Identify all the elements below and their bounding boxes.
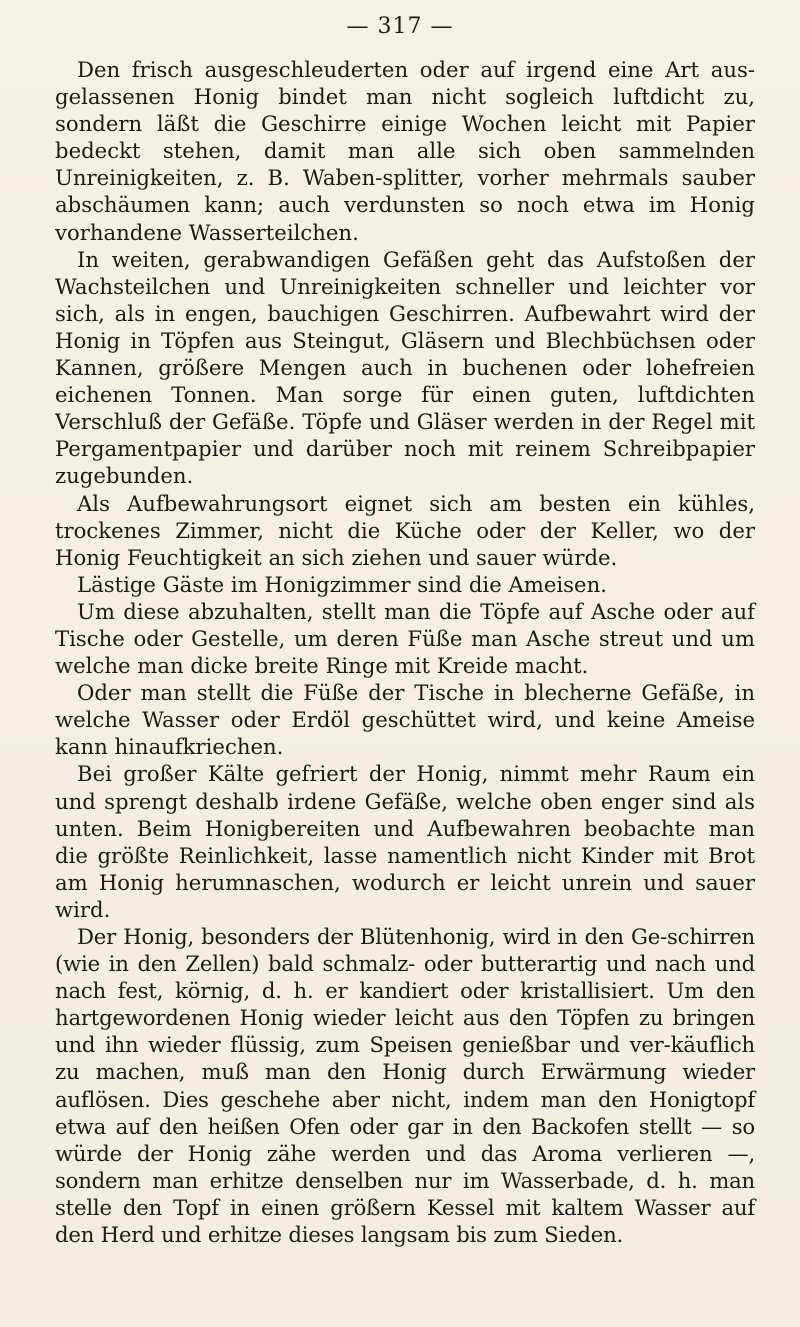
- paragraph-cold-cleanliness: Bei großer Kälte gefriert der Honig, nimmt mehr Raum ein und sprengt deshalb irdene Gefäße, welche oben enger sind als unten. Beim Honigbereiten und Aufbewahren beobachte man die größte Reinlichkeit, lasse namentlich nicht Kinder mit Brot am Honig herumnaschen, wodurch er leicht unrein und sauer wird.: [55, 761, 755, 922]
- page-number: — 317 —: [346, 14, 454, 39]
- paragraph-storage-room: Als Aufbewahrungsort eignet sich am besten ein kühles, trockenes Zimmer, nicht die Küche oder der Keller, wo der Honig Feuchtigkeit an sich ziehen und sauer würde.: [55, 490, 755, 570]
- paragraph-honey-settling: Den frisch ausgeschleuderten oder auf irgend eine Art aus-gelassenen Honig bindet man nicht sogleich luftdicht zu, sondern läßt die Geschirre einige Wochen leicht mit Papier bedeckt stehen, damit man alle sich oben sammelnden Unreinigkeiten, z. B. Waben-splitter, vorher mehrmals sauber abschäumen kann; auch verdunsten so noch etwa im Honig vorhandene Wasserteilchen.: [55, 57, 755, 245]
- body-text: [55, 56, 755, 1248]
- paragraph-ants-pests: Lästige Gäste im Honigzimmer sind die Ameisen.: [77, 571, 607, 597]
- paragraph-vessels-storage: In weiten, gerabwandigen Gefäßen geht das Aufstoßen der Wachsteilchen und Unreinigkeiten schneller und leichter vor sich, als in engen, bauchigen Geschirren. Aufbewahrt wird der Honig in Töpfen aus Steingut, Gläsern und Blechbüchsen oder Kannen, größere Mengen auch in buchenen oder lohefreien eichenen Tonnen. Man sorge für einen guten, luftdichten Verschluß der Gefäße. Töpfe und Gläser werden in der Regel mit Pergamentpapier und darüber noch mit reinem Schreibpapier zugebunden.: [55, 246, 755, 489]
- paragraph-ants-water: Oder man stellt die Füße der Tische in blecherne Gefäße, in welche Wasser oder Erdöl geschüttet wird, und keine Ameise kann hinaufkriechen.: [55, 680, 755, 760]
- paragraph-crystallization: Der Honig, besonders der Blütenhonig, wird in den Ge-schirren (wie in den Zellen) bald schmalz- oder butterartig und nach und nach fest, körnig, d. h. er kandiert oder kristallisiert. Um den hartgewordenen Honig wieder leicht aus den Töpfen zu bringen und ihn wieder flüssig, zum Speisen genießbar und ver-käuflich zu machen, muß man den Honig durch Erwärmung wieder auflösen. Dies geschehe aber nicht, indem man den Honigtopf etwa auf den heißen Ofen oder gar in den Backofen stellt — so würde der Honig zähe werden und das Aroma verlieren —, sondern man erhitze denselben nur im Wasserbade, d. h. man stelle den Topf in einen größern Kessel mit kaltem Wasser auf den Herd und erhitze dieses langsam bis zum Sieden.: [55, 924, 755, 1248]
- paragraph-ants-ashes: Um diese abzuhalten, stellt man die Töpfe auf Asche oder auf Tische oder Gestelle, um deren Füße man Asche streut und um welche man dicke breite Ringe mit Kreide macht.: [55, 598, 755, 679]
